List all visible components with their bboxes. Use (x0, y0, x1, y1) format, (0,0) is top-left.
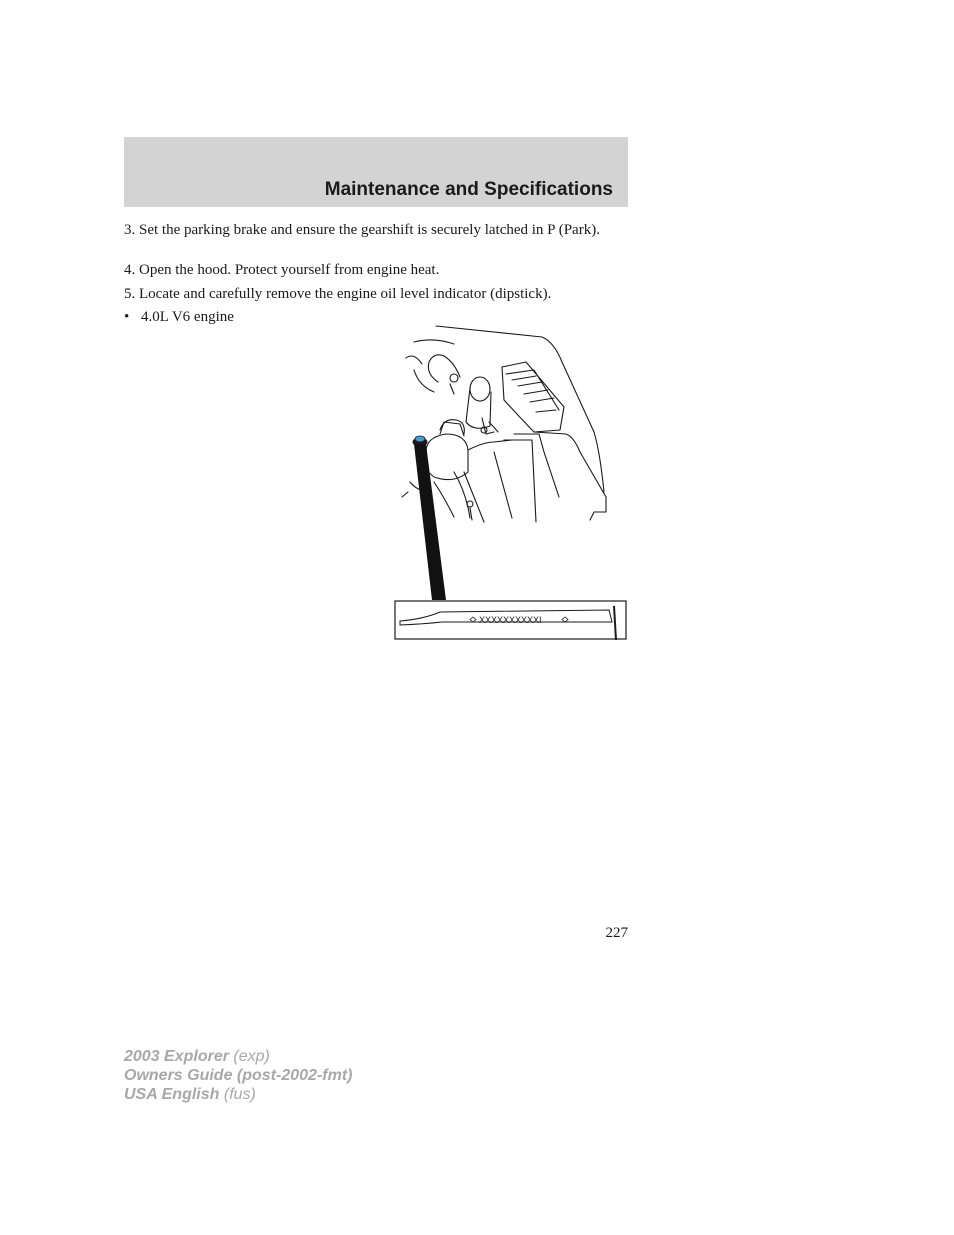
footer-guide: Owners Guide (post-2002-fmt) (124, 1067, 353, 1084)
step-4-text: 4. Open the hood. Protect yourself from engine heat. (124, 262, 440, 278)
footer-model-code: (exp) (228, 1048, 270, 1065)
page-number: 227 (605, 925, 628, 941)
section-header-band (124, 137, 628, 207)
footer-line-2 (124, 1066, 352, 1085)
engine-dipstick-illustration (394, 322, 630, 644)
engine-bullet-item (124, 309, 234, 326)
dipstick-label: XXXXXXXXXXI (479, 615, 542, 625)
section-title: Maintenance and Specifications (324, 179, 613, 200)
engine-label: 4.0L V6 engine (141, 309, 234, 325)
footer-language-code: (fus) (219, 1086, 256, 1103)
bullet-icon: • (124, 309, 130, 325)
footer-line-1 (124, 1047, 352, 1066)
footer-line-3 (124, 1085, 352, 1104)
document-footer (124, 1047, 352, 1104)
footer-model: 2003 Explorer (124, 1048, 229, 1065)
footer-language: USA English (124, 1086, 220, 1103)
step-3-text: 3. Set the parking brake and ensure the gearshift is securely latched in P (Park). (124, 222, 600, 238)
step-5-text: 5. Locate and carefully remove the engine oil level indicator (dipstick). (124, 286, 552, 302)
